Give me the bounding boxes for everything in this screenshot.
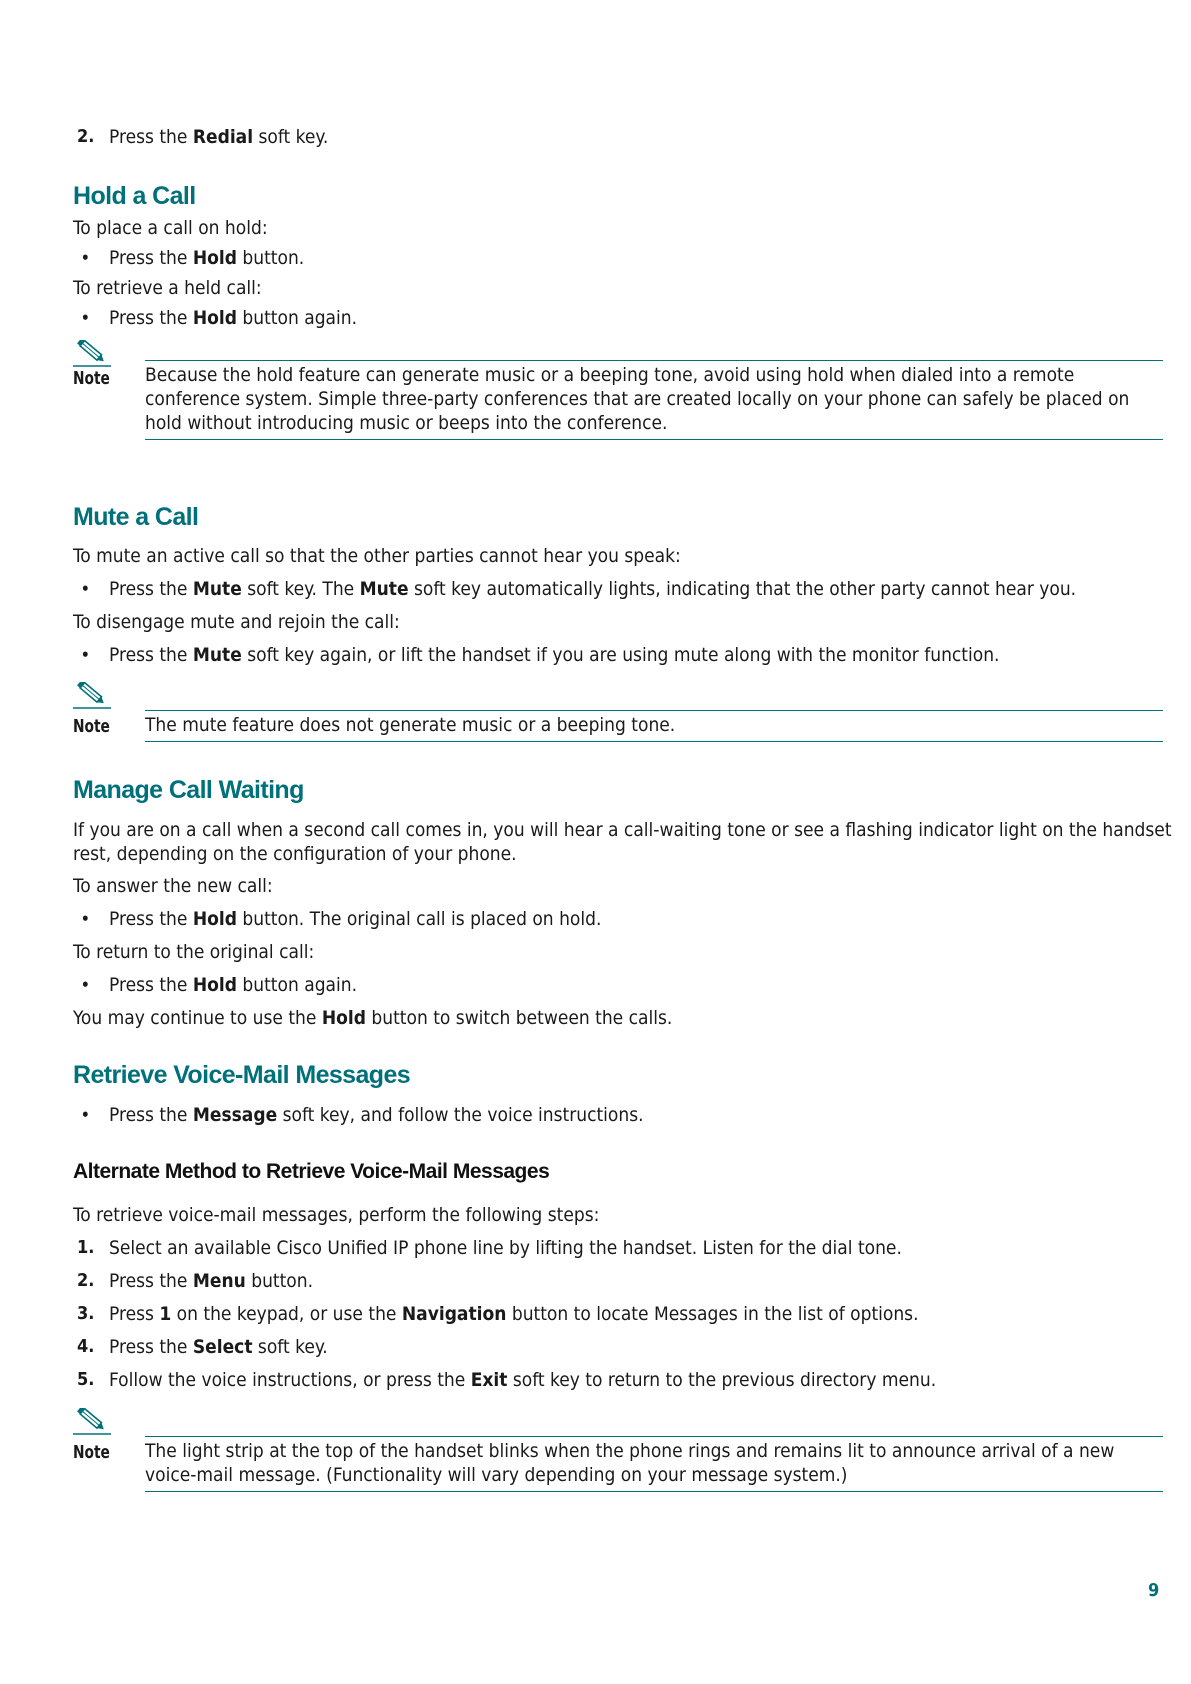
paragraph: To return to the original call:	[73, 941, 315, 963]
paragraph: To mute an active call so that the other parties cannot hear you speak:	[73, 545, 681, 567]
note-label: Note	[73, 1442, 110, 1463]
pencil-note-icon	[73, 682, 111, 710]
note-text: Because the hold feature can generate music or a beeping tone, avoid using hold when dialed into a remote conference system. Simple three-party conferences that are created locally on your phone can safely be placed on hold without introducing music or beeps into the conference.	[145, 360, 1163, 440]
note-label: Note	[73, 716, 110, 737]
pencil-note-icon	[73, 340, 111, 368]
paragraph: To retrieve voice-mail messages, perform the following steps:	[73, 1204, 600, 1226]
paragraph: You may continue to use the Hold button to switch between the calls.	[73, 1007, 673, 1029]
note-box	[73, 1408, 1163, 1502]
section-heading-hold: Hold a Call	[73, 182, 196, 210]
note-label: Note	[73, 368, 110, 389]
paragraph: To answer the new call:	[73, 875, 273, 897]
paragraph: To place a call on hold:	[73, 217, 268, 239]
subsection-heading: Alternate Method to Retrieve Voice-Mail Messages	[73, 1160, 550, 1183]
pencil-note-icon	[73, 1408, 111, 1436]
step-text: Press the Redial soft key.	[109, 126, 329, 148]
paragraph: To retrieve a held call:	[73, 277, 262, 299]
page-number: 9	[1148, 1580, 1160, 1601]
paragraph: If you are on a call when a second call comes in, you will hear a call-waiting tone or see a flashing indicator light on the handset	[73, 819, 1172, 841]
note-box	[73, 682, 1163, 744]
section-heading-call-waiting: Manage Call Waiting	[73, 776, 304, 804]
note-box	[73, 340, 1163, 470]
note-text: The mute feature does not generate music or a beeping tone.	[145, 710, 1163, 742]
step-number: 2.	[77, 126, 95, 147]
section-heading-voicemail: Retrieve Voice-Mail Messages	[73, 1061, 411, 1089]
paragraph: To disengage mute and rejoin the call:	[73, 611, 400, 633]
section-heading-mute: Mute a Call	[73, 503, 199, 531]
note-text: The light strip at the top of the handset blinks when the phone rings and remains lit to announce arrival of a new voice-mail message. (Functionality will vary depending on your message system.)	[145, 1436, 1163, 1492]
paragraph: rest, depending on the configuration of your phone.	[73, 843, 517, 865]
